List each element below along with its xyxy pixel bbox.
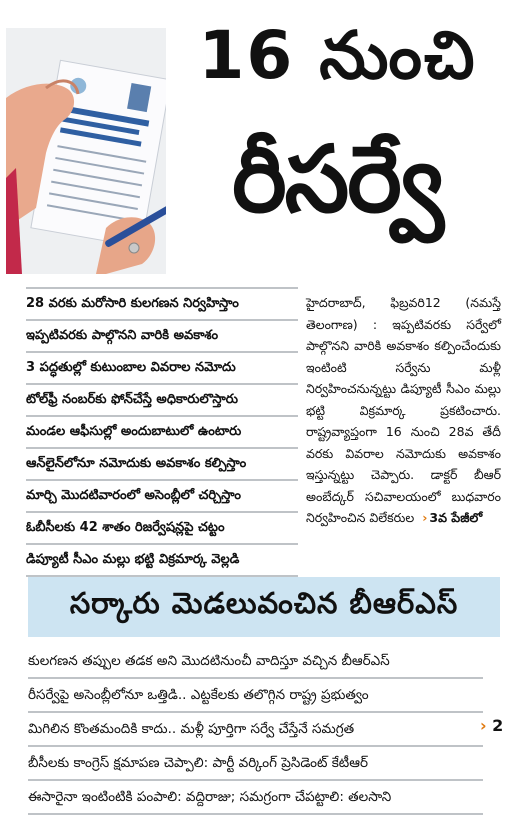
survey-form-illustration [6,28,166,274]
subhead-line: రీసర్వేపై అసెంబ్లీలోనూ ఒత్తిడి.. ఎట్టకేలకు తలొగ్గిన రాష్ట్ర ప్రభుత్వం [28,679,483,713]
highlights-list [26,287,298,577]
story-column [306,292,501,529]
highlight-item: డిప్యూటీ సీఎం మల్లు భట్టి విక్రమార్క వెల్లడి [26,545,298,577]
chevron-right-icon: › [422,510,428,525]
highlight-item: ఇప్పటివరకు పాల్గొనని వారికి అవకాశం [26,321,298,353]
subhead-line: ఈసారైనా ఇంటింటికి పంపాలి: వద్దిరాజు; సమగ్రంగా చేపట్టాలి: తలసాని [28,781,483,815]
continued-label: 3వ పేజీలో [429,510,483,525]
continued-reference[interactable] [418,510,482,525]
banner-title: సర్కారు మెడలువంచిన బీఆర్ఎస్ [69,586,459,620]
subhead-line: మిగిలిన కొంతమందికి కాదు.. మళ్లీ పూర్తిగా సర్వే చేస్తేనే సమగ్రత [28,713,483,747]
page-reference[interactable] [480,716,503,735]
highlight-item: 3 పద్ధతుల్లో కుటుంబాల వివరాల నమోదు [26,353,298,385]
headline-line-2: రీసర్వే [232,126,442,233]
highlight-item: మార్చి మొదటివారంలో అసెంబ్లీలో చర్చిస్తాం [26,481,298,513]
highlight-item: ఓబీసీలకు 42 శాతం రిజర్వేషన్లపై చట్టం [26,513,298,545]
highlight-item: 28 వరకు మరోసారి కులగణన నిర్వహిస్తాం [26,287,298,321]
page-number: 2 [492,716,504,735]
survey-form-photo [6,28,166,274]
highlight-item: టోల్‌ఫ్రీ నంబర్‌కు ఫోన్‌చేస్తే అధికారులొస్తారు [26,385,298,417]
sub-story-banner [28,577,500,637]
headline-line-1: 16 నుంచి [198,17,477,94]
highlight-item: మండల ఆఫీసుల్లో అందుబాటులో ఉంటారు [26,417,298,449]
highlight-item: ఆన్‌లైన్‌లోనూ నమోదుకు అవకాశం కల్పిస్తాం [26,449,298,481]
subheads-list [28,645,483,815]
story-text: హైదరాబాద్, ఫిబ్రవరి12 (నమస్తే తెలంగాణ) : ఇప్పటివరకు సర్వేలో పాల్గొనని వారికి అవకాశం కల్పించేందుకు ఇంటింటి సర్వేను మళ్లీ నిర్వహించనున్నట్టు డిప్యూటీ సీఎం మల్లు భట్టి విక్రమార్క ప్రకటించారు. రాష్ట్రవ్యాప్తంగా 16 నుంచి 28వ తేదీ వరకు వివరాల నమోదుకు అవకాశం ఇస్తున్నట్టు చెప్పారు. డాక్టర్ బీఆర్ అంబేద్కర్ సచివాలయంలో బుధవారం నిర్వహించిన విలేకరుల [306,295,501,525]
subhead-line: బీసీలకు కాంగ్రెస్ క్షమాపణ చెప్పాలి: పార్టీ వర్కింగ్ ప్రెసిడెంట్ కేటీఆర్ [28,747,483,781]
subhead-line: కులగణన తప్పుల తడక అని మొదటినుంచీ వాదిస్తూ వచ్చిన బీఆర్ఎస్ [28,645,483,679]
chevron-right-icon: › [480,716,487,735]
